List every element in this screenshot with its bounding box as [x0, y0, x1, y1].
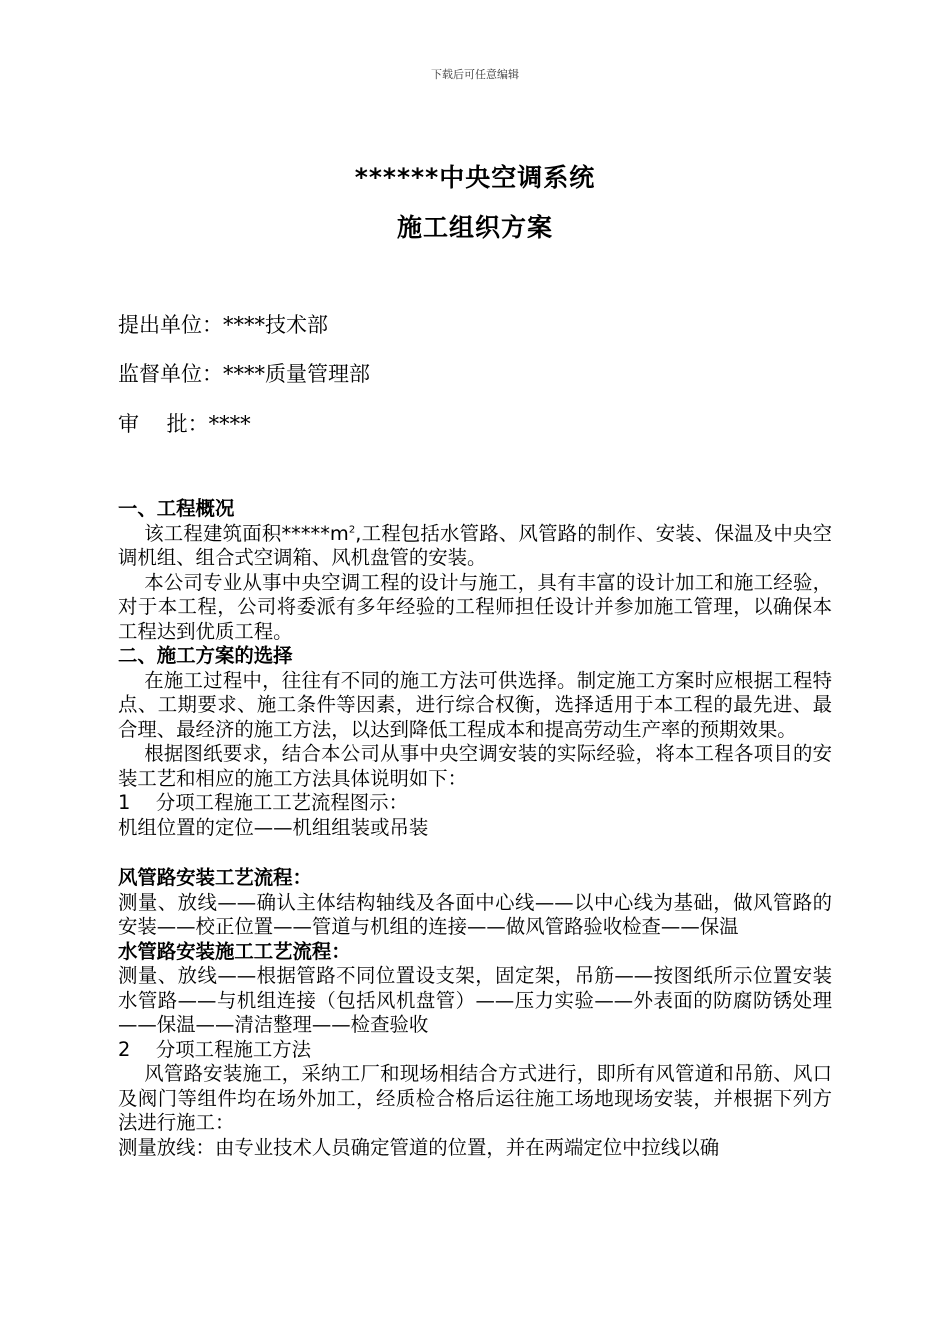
paragraph: 本公司专业从事中央空调工程的设计与施工，具有丰富的设计加工和施工经验，对于本工程，公司将委派有多年经验的工程师担任设计并参加施工管理，以确保本工程达到优质工程。	[118, 570, 832, 643]
paragraph-text: 该工程建筑面积*****m	[144, 521, 349, 545]
approver-line: 审 批：****	[118, 412, 251, 436]
subheading-water: 水管路安装施工工艺流程：	[118, 939, 351, 963]
spacer	[118, 840, 832, 866]
section-heading-overview: 一、工程概况	[118, 497, 235, 520]
paragraph-text: ,工程包括水管路、风管路的制作、安装、保温及中央空调机组、组合式空调箱、风机盘管的安装。	[118, 521, 832, 569]
paragraph: 风管路安装施工，采纳工厂和现场相结合方式进行，即所有风管道和吊筋、风口及阀门等组件均在场外加工，经质检合格后运往施工场地现场安装，并根据下列方法进行施工：	[118, 1062, 832, 1134]
supervisor-line: 监督单位：****质量管理部	[118, 362, 370, 386]
paragraph: 测量、放线——确认主体结构轴线及各面中心线——以中心线为基础，做风管路的安装——校正位置——管道与机组的连接——做风管路验收检查——保温	[118, 890, 832, 938]
paragraph: 在施工过程中，往往有不同的施工方法可供选择。制定施工方案时应根据工程特点、工期要求、施工条件等因素，进行综合权衡，选择适用于本工程的最先进、最合理、最经济的施工方法，以达到降低工程成本和提高劳动生产率的预期效果。	[118, 668, 832, 741]
superscript: 2	[348, 524, 356, 536]
section-heading-plan: 二、施工方案的选择	[118, 644, 293, 667]
document-title: ******中央空调系统	[354, 163, 596, 192]
page-header: 下载后可任意编辑	[431, 68, 519, 81]
paragraph: 机组位置的定位——机组组装或吊装	[118, 815, 429, 839]
list-item: 2 分项工程施工方法	[118, 1037, 312, 1061]
document-subtitle: 施工组织方案	[396, 213, 553, 242]
proposer-line: 提出单位：****技术部	[118, 313, 328, 337]
subheading-duct: 风管路安装工艺流程：	[118, 866, 312, 889]
list-item: 1 分项工程施工工艺流程图示：	[118, 791, 408, 814]
document-body	[118, 497, 832, 1160]
paragraph: 根据图纸要求，结合本公司从事中央空调安装的实际经验，将本工程各项目的安装工艺和相应的施工方法具体说明如下：	[118, 742, 832, 790]
paragraph: 测量放线：由专业技术人员确定管道的位置，并在两端定位中拉线以确	[118, 1135, 720, 1159]
paragraph	[118, 522, 832, 571]
paragraph: 测量、放线——根据管路不同位置设支架，固定架，吊筋——按图纸所示位置安装水管路——与机组连接（包括风机盘管）——压力实验——外表面的防腐防锈处理——保温——清洁整理——检查验收	[118, 964, 832, 1036]
